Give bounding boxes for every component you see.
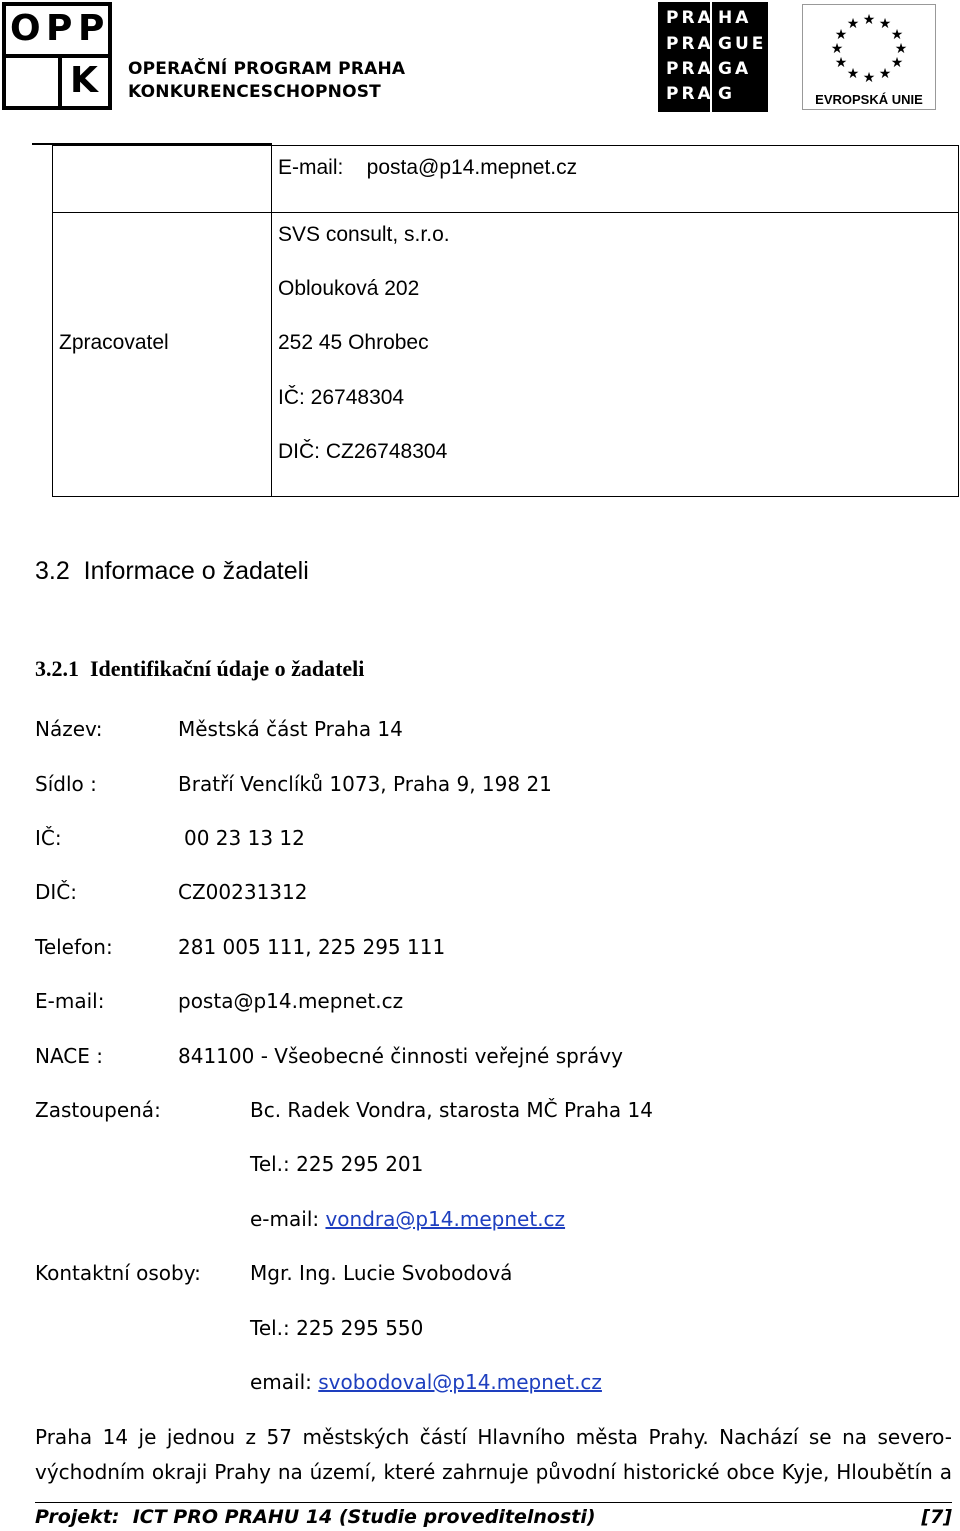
- svg-text:★: ★: [834, 55, 848, 71]
- logo-text: PRA: [666, 34, 714, 54]
- logo-letter: P: [46, 8, 75, 49]
- eu-stars-icon: [827, 7, 911, 87]
- email-link-svobodova[interactable]: svobodoval@p14.mepnet.cz: [318, 1370, 602, 1394]
- praha-logo: [658, 2, 768, 112]
- eu-logo: [802, 4, 936, 110]
- logo-divider: [6, 54, 108, 58]
- value-email: posta@p14.mepnet.cz: [178, 989, 404, 1013]
- svg-text:★: ★: [862, 12, 876, 28]
- opp-logo: [2, 2, 112, 110]
- label-nazev: Název:: [35, 717, 103, 741]
- value-sidlo: Bratří Venclíků 1073, Praha 9, 198 21: [178, 772, 552, 796]
- value-ic: 00 23 13 12: [184, 826, 305, 850]
- zastoupena-email-row: [250, 1207, 565, 1231]
- svg-text:★: ★: [890, 27, 904, 43]
- email-prefix: e-mail:: [250, 1207, 326, 1231]
- label-telefon: Telefon:: [35, 935, 113, 959]
- logo-text: PRA: [666, 8, 714, 28]
- section-heading: 3.2 Informace o žadateli: [35, 557, 309, 585]
- value-kontakt: Mgr. Ing. Lucie Svobodová: [250, 1261, 513, 1285]
- label-nace: NACE :: [35, 1044, 103, 1068]
- table-row-divider: [53, 212, 958, 213]
- logo-letter: O: [10, 8, 43, 49]
- value-zastoupena: Bc. Radek Vondra, starosta MČ Praha 14: [250, 1098, 653, 1122]
- opp-title: [128, 58, 405, 104]
- value-dic: CZ00231312: [178, 880, 308, 904]
- logo-letter: P: [78, 8, 107, 49]
- label-ic: IČ:: [35, 826, 62, 850]
- kontakt-email-row: [250, 1370, 602, 1394]
- logo-text: PRA: [666, 59, 714, 79]
- svg-text:★: ★: [846, 66, 860, 82]
- logo-text: GA: [718, 59, 752, 79]
- svg-text:★: ★: [862, 70, 876, 86]
- eu-caption: EVROPSKÁ UNIE: [815, 92, 923, 107]
- footer-project: Projekt: ICT PRO PRAHU 14 (Studie proveditelnosti): [35, 1506, 596, 1528]
- kontakt-phone: Tel.: 225 295 550: [250, 1316, 424, 1340]
- svg-text:★: ★: [894, 41, 908, 57]
- svg-text:★: ★: [834, 27, 848, 43]
- paragraph-line: Praha 14 je jednou z 57 městských částí Hlavního města Prahy. Nachází se na severo-: [35, 1425, 952, 1449]
- label-email: E-mail:: [35, 989, 105, 1013]
- svg-text:★: ★: [830, 41, 844, 57]
- svg-text:★: ★: [878, 16, 892, 32]
- logo-text: HA: [718, 8, 752, 28]
- zastoupena-phone: Tel.: 225 295 201: [250, 1152, 424, 1176]
- svg-text:★: ★: [890, 55, 904, 71]
- footer-rule: [35, 1502, 952, 1503]
- value-nazev: Městská část Praha 14: [178, 717, 403, 741]
- table-line: 252 45 Ohrobec: [278, 331, 429, 354]
- table-label-zpracovatel: Zpracovatel: [59, 331, 169, 354]
- logo-divider: [58, 54, 62, 106]
- email-prefix: email:: [250, 1370, 319, 1394]
- value-nace: 841100 - Všeobecné činnosti veřejné správy: [178, 1044, 623, 1068]
- logo-text: G: [718, 84, 735, 104]
- table-email-cell: E-mail: posta@p14.mepnet.cz: [278, 156, 578, 179]
- subsection-heading: 3.2.1 Identifikační údaje o žadateli: [35, 656, 365, 681]
- table-line: DIČ: CZ26748304: [278, 440, 448, 463]
- email-link-vondra[interactable]: vondra@p14.mepnet.cz: [325, 1207, 566, 1231]
- table-line: SVS consult, s.r.o.: [278, 223, 450, 246]
- svg-text:★: ★: [878, 66, 892, 82]
- label-dic: DIČ:: [35, 880, 78, 904]
- footer-page-number: [7]: [921, 1506, 952, 1528]
- table-line: IČ: 26748304: [278, 386, 405, 409]
- label-zastoupena: Zastoupená:: [35, 1098, 161, 1122]
- value-telefon: 281 005 111, 225 295 111: [178, 935, 446, 959]
- paragraph-line: východním okraji Prahy na území, které zahrnuje původní historické obce Kyje, Hloubětín a: [35, 1460, 952, 1484]
- logo-text: PRA: [666, 84, 714, 104]
- opp-title-line: KONKURENCESCHOPNOST: [128, 82, 381, 102]
- svg-text:★: ★: [846, 16, 860, 32]
- table-column-divider: [271, 146, 272, 496]
- contractor-table: [52, 145, 959, 497]
- opp-title-line: OPERAČNÍ PROGRAM PRAHA: [128, 59, 406, 79]
- logo-text: GUE: [718, 34, 767, 54]
- label-sidlo: Sídlo :: [35, 772, 97, 796]
- label-kontakt: Kontaktní osoby:: [35, 1261, 201, 1285]
- logo-letter: K: [70, 60, 100, 101]
- table-line: Oblouková 202: [278, 277, 420, 300]
- body-paragraph: [35, 1420, 952, 1490]
